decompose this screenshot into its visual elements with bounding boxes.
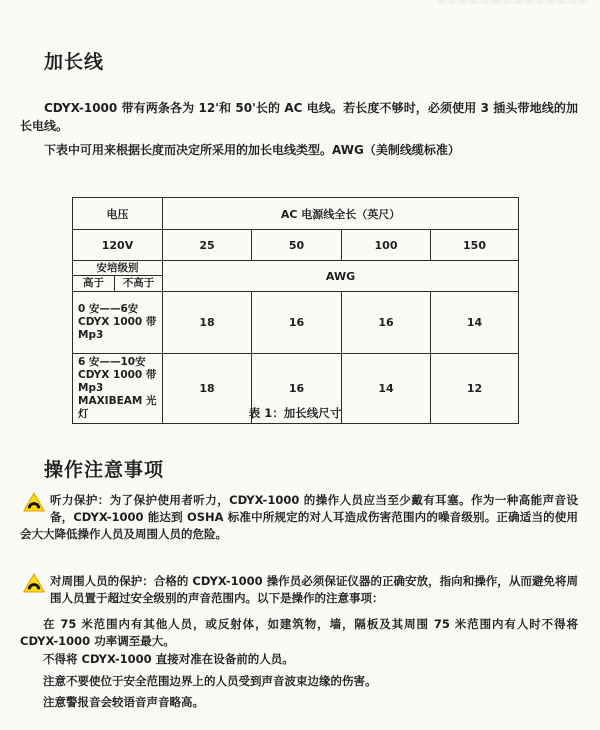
awg-header-cell: AWG	[163, 261, 519, 292]
row-header-line: 6 安——10安	[78, 356, 146, 368]
amp-rating-label: 安培级别	[73, 261, 162, 276]
above-label: 高于	[73, 276, 115, 291]
row-header-line: CDYX 1000 带	[78, 316, 157, 328]
warning-text: 对周围人员的保护：合格的 CDYX-1000 操作员必须保证仪器的正确安放，指向和操作，从而避免将周围人员置于超过安全级别的声音范围内。以下是操作的注意事项：	[50, 574, 578, 605]
operation-note: 在 75 米范围内有其他人员，或反射体，如建筑物，墙，隔板及其周围 75 米范围内有人时不得将 CDYX-1000 功率调至最大。	[20, 617, 578, 648]
hearing-protection-warning	[20, 492, 578, 543]
scan-artifact	[438, 0, 588, 4]
length-cell: 50	[252, 230, 342, 261]
awg-value-cell: 12	[431, 354, 519, 424]
warning-triangle-icon	[23, 492, 45, 512]
warning-text: 听力保护：为了保护使用者听力，CDYX-1000 的操作人员应当至少戴有耳塞。作为一种高能声音设备，CDYX-1000 能达到 OSHA 标准中所规定的对人耳造成伤害范围内的噪音级别。正确适当的使用会大大降低操作人员及周围人员的危险。	[20, 493, 578, 541]
length-cell: 25	[163, 230, 252, 261]
awg-value-cell: 14	[431, 292, 519, 354]
table-row	[73, 261, 519, 292]
intro-paragraph-1: CDYX-1000 带有两条各为 12'和 50'长的 AC 电线。若长度不够时，必须使用 3 插头带地线的加长电线。	[20, 101, 578, 133]
section-title: 操作注意事项	[44, 459, 165, 481]
amp-rating-cell	[73, 261, 163, 292]
row-header-line: 0 安——6安	[78, 303, 139, 315]
intro-paragraph-2: 下表中可用来根据长度而决定所采用的加长电线类型。AWG（美制线缆标准）	[44, 143, 460, 157]
awg-value-cell: 16	[252, 354, 342, 424]
not-above-label: 不高于	[122, 277, 155, 289]
row-header-line: MAXIBEAM 光灯	[78, 395, 157, 420]
cord-length-header-cell: AC 电源线全长（英尺）	[163, 198, 519, 230]
awg-value-cell: 18	[163, 292, 252, 354]
row-header-line: Mp3	[78, 329, 104, 341]
bystander-protection-warning	[20, 573, 578, 607]
table-caption: 表 1：加长线尺寸	[248, 406, 342, 420]
operation-note: 不得将 CDYX-1000 直接对准在设备前的人员。	[43, 652, 294, 666]
table-row	[73, 292, 519, 354]
warning-triangle-icon	[23, 573, 45, 593]
operation-note: 注意警报音会较语音声音略高。	[43, 695, 204, 709]
table-row	[73, 230, 519, 261]
length-cell: 100	[342, 230, 431, 261]
awg-value-cell: 18	[163, 354, 252, 424]
awg-value-cell: 16	[252, 292, 342, 354]
awg-value-cell: 14	[342, 354, 431, 424]
page-title: 加长线	[44, 51, 105, 73]
operation-note: 注意不要使位于安全范围边界上的人员受到声音波束边缘的伤害。	[43, 674, 377, 688]
amp-rating-sublabels	[73, 276, 162, 291]
length-cell: 150	[431, 230, 519, 261]
table-row	[73, 198, 519, 230]
voltage-value-cell: 120V	[73, 230, 163, 261]
awg-value-cell: 16	[342, 292, 431, 354]
voltage-header-cell: 电压	[73, 198, 163, 230]
row-header-line: CDYX 1000 带	[78, 369, 157, 381]
extension-cord-table	[72, 197, 519, 424]
row-header-line: Mp3	[78, 382, 104, 394]
amp-range-row-header	[73, 292, 163, 354]
